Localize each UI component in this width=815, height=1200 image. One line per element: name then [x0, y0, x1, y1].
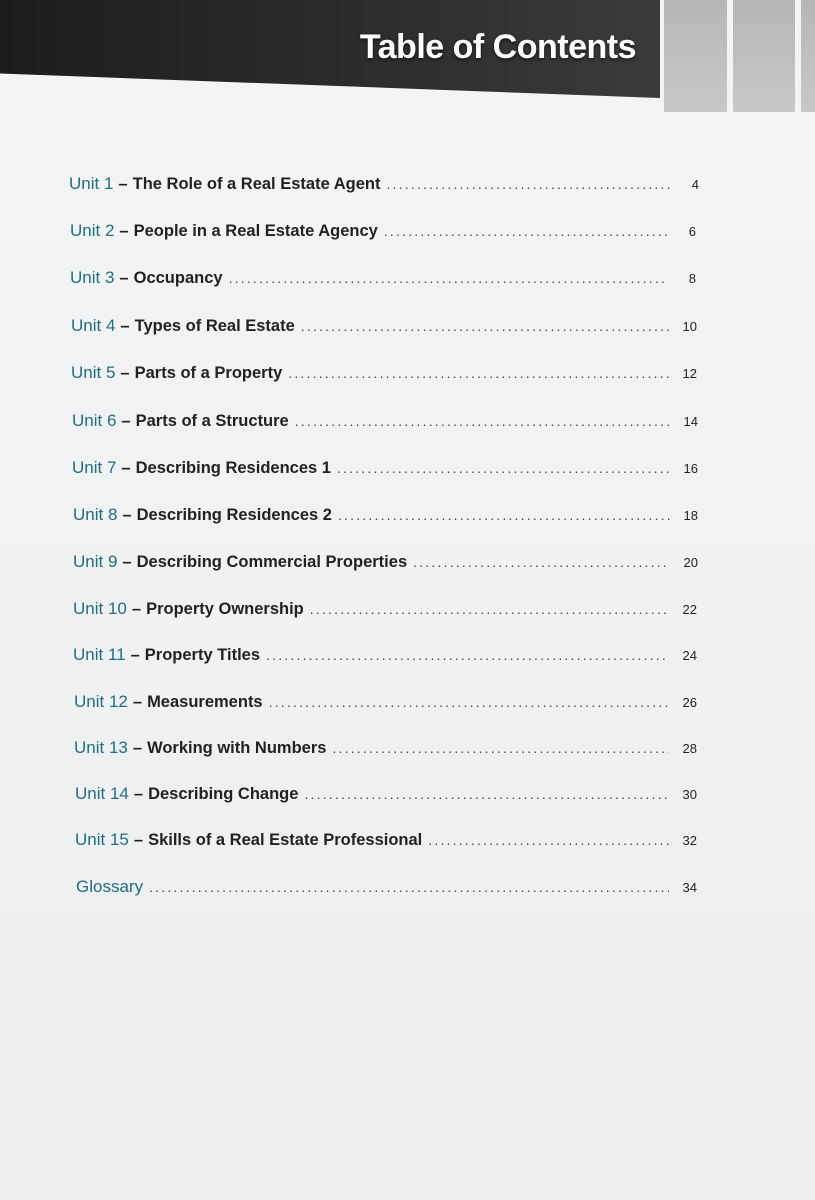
dot-leader	[310, 601, 669, 617]
page-number: 28	[682, 741, 697, 756]
unit-title: Occupancy	[133, 269, 223, 287]
page-number: 32	[682, 833, 697, 848]
unit-label: Unit 15	[75, 830, 129, 849]
toc-row-unit-14[interactable]	[75, 784, 697, 808]
unit-label: Unit 2	[70, 221, 115, 240]
toc-row-unit-5[interactable]	[71, 363, 697, 387]
toc-row-unit-1[interactable]	[69, 174, 699, 198]
unit-title: People in a Real Estate Agency	[133, 222, 378, 240]
page-number: 4	[691, 177, 699, 192]
page-number: 22	[682, 602, 697, 617]
toc-row-unit-8[interactable]	[73, 505, 698, 529]
page-number: 18	[683, 508, 698, 523]
toc-row-unit-3[interactable]	[70, 268, 696, 292]
unit-label: Unit 10	[73, 599, 127, 618]
unit-title: Working with Numbers	[147, 739, 327, 757]
toc-row-unit-15[interactable]	[75, 830, 697, 854]
glossary-label: Glossary	[76, 877, 144, 896]
dot-leader	[304, 786, 669, 802]
page-number: 12	[682, 366, 697, 381]
dot-leader	[301, 318, 669, 334]
page-number: 14	[683, 414, 698, 429]
dash: –	[121, 459, 131, 477]
dash: –	[131, 600, 142, 618]
dash: –	[120, 364, 130, 382]
unit-label: Unit 9	[73, 552, 118, 571]
dash: –	[133, 831, 144, 849]
toc-row-unit-12[interactable]	[74, 692, 697, 716]
dash: –	[130, 646, 140, 664]
dot-leader	[332, 740, 669, 756]
dot-leader	[428, 832, 669, 848]
dot-leader	[337, 460, 670, 476]
page-number: 20	[683, 555, 698, 570]
toc-row-unit-7[interactable]	[72, 458, 698, 482]
dot-leader	[266, 647, 669, 663]
dash: –	[119, 222, 129, 240]
unit-title: Property Ownership	[146, 600, 304, 618]
toc-row-unit-9[interactable]	[73, 552, 698, 576]
unit-title: Measurements	[147, 693, 263, 711]
unit-label: Unit 4	[71, 316, 116, 335]
page-number: 16	[683, 461, 698, 476]
page-number: 6	[688, 224, 696, 239]
unit-title: Describing Residences 1	[135, 459, 331, 477]
dot-leader	[149, 879, 669, 895]
toc-row-unit-10[interactable]	[73, 599, 697, 623]
toc-row-unit-13[interactable]	[74, 738, 697, 762]
toc-row-unit-6[interactable]	[72, 411, 698, 435]
unit-title: Parts of a Property	[134, 364, 283, 382]
dash: –	[133, 785, 144, 803]
dot-leader	[269, 694, 669, 710]
unit-title: Describing Change	[148, 785, 299, 803]
unit-label: Unit 5	[71, 363, 116, 382]
toc-row-unit-2[interactable]	[70, 221, 696, 245]
page-number: 24	[682, 648, 697, 663]
unit-title: Describing Commercial Properties	[136, 553, 408, 571]
dash: –	[121, 412, 131, 430]
unit-title: Parts of a Structure	[135, 412, 289, 430]
unit-label: Unit 12	[74, 692, 128, 711]
unit-label: Unit 3	[70, 268, 115, 287]
dash: –	[122, 506, 132, 524]
page-number: 10	[682, 319, 697, 334]
unit-label: Unit 7	[72, 458, 117, 477]
unit-label: Unit 6	[72, 411, 117, 430]
dot-leader	[229, 270, 668, 286]
page-number: 30	[682, 787, 697, 802]
toc-row-unit-11[interactable]	[73, 645, 697, 669]
unit-title: Describing Residences 2	[136, 506, 332, 524]
dash: –	[132, 739, 143, 757]
page-number: 34	[682, 880, 697, 895]
dash: –	[132, 693, 143, 711]
unit-label: Unit 1	[69, 174, 114, 193]
dot-leader	[295, 413, 670, 429]
dot-leader	[288, 365, 669, 381]
unit-label: Unit 14	[75, 784, 129, 803]
unit-label: Unit 13	[74, 738, 128, 757]
dot-leader	[386, 176, 671, 192]
unit-title: Types of Real Estate	[134, 317, 295, 335]
dot-leader	[384, 223, 668, 239]
page-number: 26	[682, 695, 697, 710]
unit-title: The Role of a Real Estate Agent	[132, 175, 381, 193]
toc-row-unit-4[interactable]	[71, 316, 697, 340]
page-title: Table of Contents	[359, 28, 636, 66]
dash: –	[119, 269, 129, 287]
unit-title: Property Titles	[144, 646, 261, 664]
unit-label: Unit 11	[73, 645, 126, 664]
page-number: 8	[688, 271, 696, 286]
dot-leader	[413, 554, 670, 570]
toc-row-glossary[interactable]	[76, 877, 697, 901]
unit-title: Skills of a Real Estate Professional	[148, 831, 423, 849]
dash: –	[118, 175, 128, 193]
unit-label: Unit 8	[73, 505, 118, 524]
dash: –	[122, 553, 132, 571]
dash: –	[120, 317, 130, 335]
dot-leader	[338, 507, 670, 523]
